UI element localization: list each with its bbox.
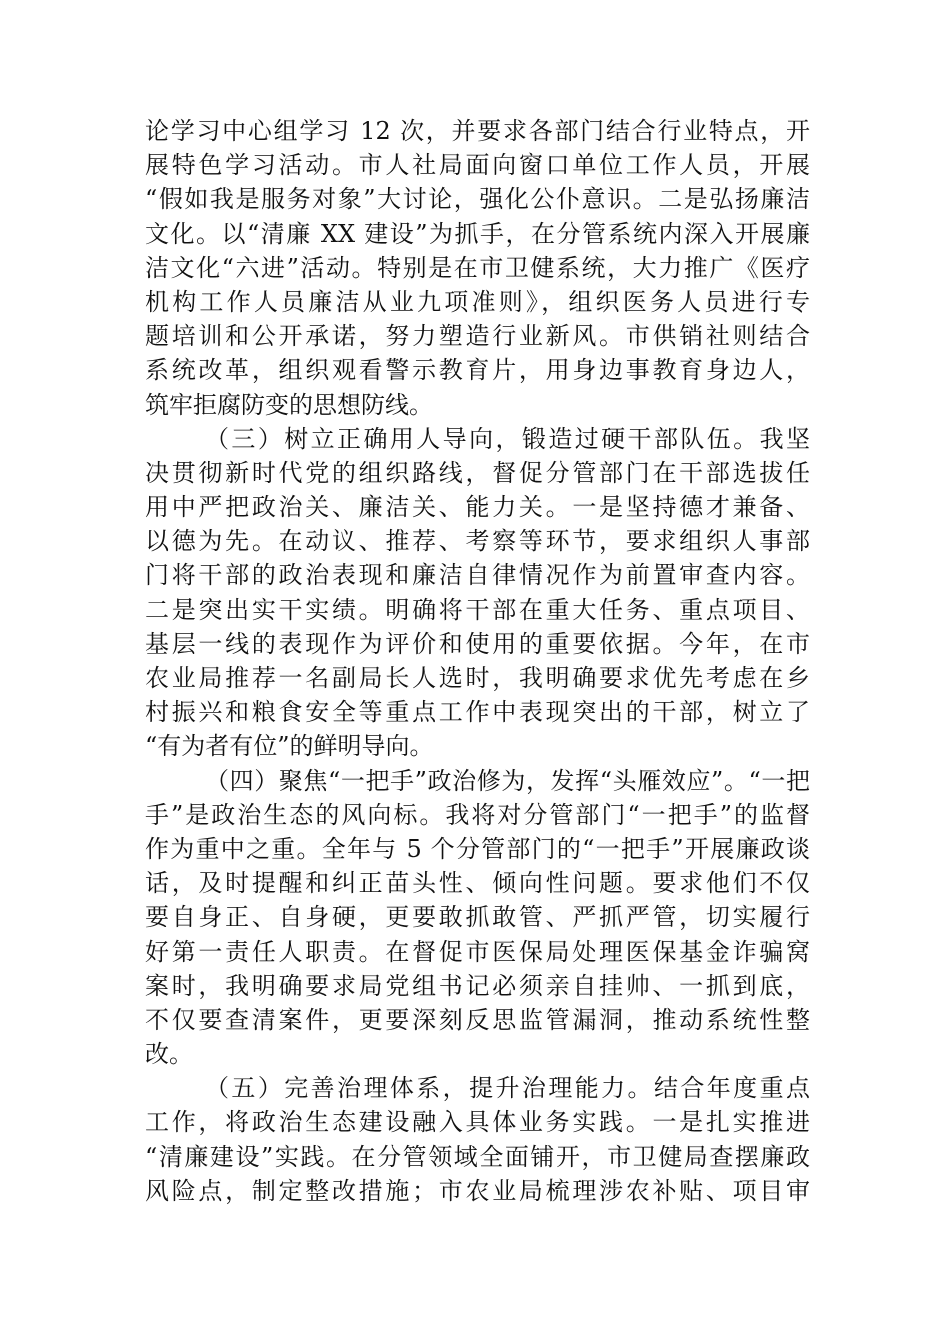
text-line: 工作，将政治生态建设融入具体业务实践。一是扎实推进 xyxy=(145,1108,810,1137)
text-line: 要自身正、自身硬，更要敢抓敢管、严抓严管，切实履行 xyxy=(145,903,810,932)
text-line: 作为重中之重。全年与 5 个分管部门的“一把手”开展廉政谈 xyxy=(145,834,810,863)
text-line: 村振兴和粮食安全等重点工作中表现突出的干部，树立了 xyxy=(145,698,810,727)
text-line: 文化。以“清廉 XX 建设”为抓手，在分管系统内深入开展廉 xyxy=(145,219,810,248)
text-line: 案时，我明确要求局党组书记必须亲自挂帅、一抓到底， xyxy=(145,971,810,1000)
text-line: 洁文化“六进”活动。特别是在市卫健系统，大力推广《医疗 xyxy=(145,253,810,282)
paragraph-first-line: （四）聚焦“一把手”政治修为，发挥“头雁效应”。“一把 xyxy=(205,766,810,795)
text-line: 用中严把政治关、廉洁关、能力关。一是坚持德才兼备、 xyxy=(145,493,810,522)
text-line: 改。 xyxy=(145,1040,193,1069)
text-line: 系统改革，组织观看警示教育片，用身边事教育身边人， xyxy=(145,356,810,385)
text-line: 门将干部的政治表现和廉洁自律情况作为前置审查内容。 xyxy=(145,561,810,590)
paragraph-first-line: （三）树立正确用人导向，锻造过硬干部队伍。我坚 xyxy=(205,424,810,453)
text-line: 风险点，制定整改措施；市农业局梳理涉农补贴、项目审 xyxy=(145,1176,810,1205)
text-line: 机构工作人员廉洁从业九项准则》，组织医务人员进行专 xyxy=(145,287,810,316)
document-body-text xyxy=(145,114,810,1208)
text-line: “有为者有位”的鲜明导向。 xyxy=(145,732,434,761)
text-line: “清廉建设”实践。在分管领域全面铺开，市卫健局查摆廉政 xyxy=(145,1142,810,1171)
text-line: 话，及时提醒和纠正苗头性、倾向性问题。要求他们不仅 xyxy=(145,869,810,898)
text-line: 题培训和公开承诺，努力塑造行业新风。市供销社则结合 xyxy=(145,322,810,351)
text-line: “假如我是服务对象”大讨论，强化公仆意识。二是弘扬廉洁 xyxy=(145,185,810,214)
text-line: 筑牢拒腐防变的思想防线。 xyxy=(145,390,433,419)
text-line: 以德为先。在动议、推荐、考察等环节，要求组织人事部 xyxy=(145,527,810,556)
paragraph-first-line: （五）完善治理体系，提升治理能力。结合年度重点 xyxy=(205,1074,810,1103)
text-line: 展特色学习活动。市人社局面向窗口单位工作人员，开展 xyxy=(145,151,810,180)
text-line: 论学习中心组学习 12 次，并要求各部门结合行业特点，开 xyxy=(145,117,810,145)
text-line: 手”是政治生态的风向标。我将对分管部门“一把手”的监督 xyxy=(145,800,810,829)
text-line: 二是突出实干实绩。明确将干部在重大任务、重点项目、 xyxy=(145,595,810,624)
text-line: 好第一责任人职责。在督促市医保局处理医保基金诈骗窝 xyxy=(145,937,810,966)
text-line: 决贯彻新时代党的组织路线，督促分管部门在干部选拔任 xyxy=(145,458,810,487)
text-line: 不仅要查清案件，更要深刻反思监管漏洞，推动系统性整 xyxy=(145,1005,810,1034)
text-line: 基层一线的表现作为评价和使用的重要依据。今年，在市 xyxy=(145,629,810,658)
text-line: 农业局推荐一名副局长人选时，我明确要求优先考虑在乡 xyxy=(145,664,810,692)
